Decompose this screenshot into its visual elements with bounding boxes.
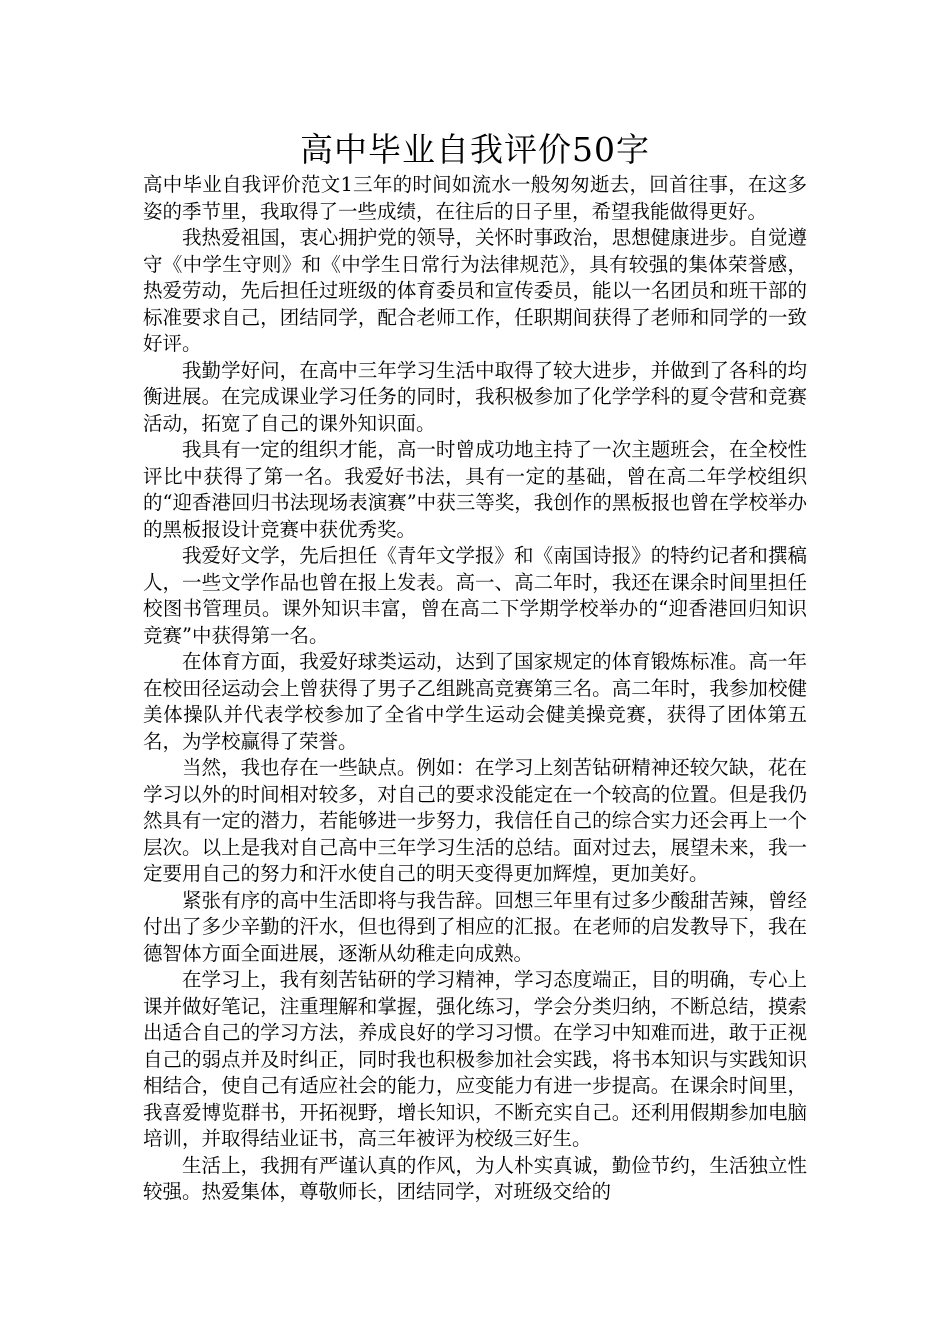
paragraph-shortcomings: 当然，我也存在一些缺点。例如：在学习上刻苦钻研精神还较欠缺，花在学习以外的时间相对较多，对自己的要求没能定在一个较高的位置。但是我仍然具有一定的潜力，若能够进一步努力，我信任自己的综合实力还会再上一个层次。以上是我对自己高中三年学习生活的总结。面对过去，展望未来，我一定要用自己的努力和汗水使自己的明天变得更加辉煌，更加美好。 xyxy=(143,756,807,885)
paragraph-organization: 我具有一定的组织才能，高一时曾成功地主持了一次主题班会，在全校性评比中获得了第一名。我爱好书法，具有一定的基础，曾在高二年学校组织的“迎香港回归书法现场表演赛”中获三等奖，我创作的黑板报也曾在学校举办的黑板报设计竞赛中获优秀奖。 xyxy=(143,438,807,541)
paragraph-intro: 高中毕业自我评价范文1三年的时间如流水一般匆匆逝去，回首往事，在这多姿的季节里，我取得了一些成绩，在往后的日子里，希望我能做得更好。 xyxy=(143,173,807,223)
paragraph-study: 我勤学好问，在高中三年学习生活中取得了较大进步，并做到了各科的均衡进展。在完成课业学习任务的同时，我积极参加了化学学科的夏令营和竞赛活动，拓宽了自己的课外知识面。 xyxy=(143,358,807,435)
paragraph-life: 生活上，我拥有严谨认真的作风，为人朴实真诚，勤俭节约，生活独立性较强。热爱集体，尊敬师长，团结同学，对班级交给的 xyxy=(143,1153,807,1203)
document-page xyxy=(143,128,807,1206)
paragraph-patriotism: 我热爱祖国，衷心拥护党的领导，关怀时事政治，思想健康进步。自觉遵守《中学生守则》和《中学生日常行为法律规范》，具有较强的集体荣誉感，热爱劳动，先后担任过班级的体育委员和宣传委员，能以一名团员和班干部的标准要求自己，团结同学，配合老师工作，任职期间获得了老师和同学的一致好评。 xyxy=(143,226,807,355)
document-title: 高中毕业自我评价50字 xyxy=(300,130,650,169)
paragraph-farewell: 紧张有序的高中生活即将与我告辞。回想三年里有过多少酸甜苦辣，曾经付出了多少辛勤的汗水，但也得到了相应的汇报。在老师的启发教导下，我在德智体方面全面进展，逐渐从幼稚走向成熟。 xyxy=(143,888,807,965)
paragraph-literature: 我爱好文学，先后担任《青年文学报》和《南国诗报》的特约记者和撰稿人，一些文学作品也曾在报上发表。高一、高二年时，我还在课余时间里担任校图书管理员。课外知识丰富，曾在高二下学期学校举办的“迎香港回归知识竞赛”中获得第一名。 xyxy=(143,544,807,647)
paragraph-learning: 在学习上，我有刻苦钻研的学习精神，学习态度端正，目的明确，专心上课并做好笔记，注重理解和掌握，强化练习，学会分类归纳，不断总结，摸索出适合自己的学习方法，养成良好的学习习惯。在学习中知难而进，敢于正视自己的弱点并及时纠正，同时我也积极参加社会实践，将书本知识与实践知识相结合，使自己有适应社会的能力，应变能力有进一步提高。在课余时间里，我喜爱博览群书，开拓视野，增长知识，不断充实自己。还利用假期参加电脑培训，并取得结业证书，高三年被评为校级三好生。 xyxy=(143,968,807,1150)
paragraph-sports: 在体育方面，我爱好球类运动，达到了国家规定的体育锻炼标准。高一年在校田径运动会上曾获得了男子乙组跳高竞赛第三名。高二年时，我参加校健美体操队并代表学校参加了全省中学生运动会健美操竞赛，获得了团体第五名，为学校赢得了荣誉。 xyxy=(143,650,807,753)
